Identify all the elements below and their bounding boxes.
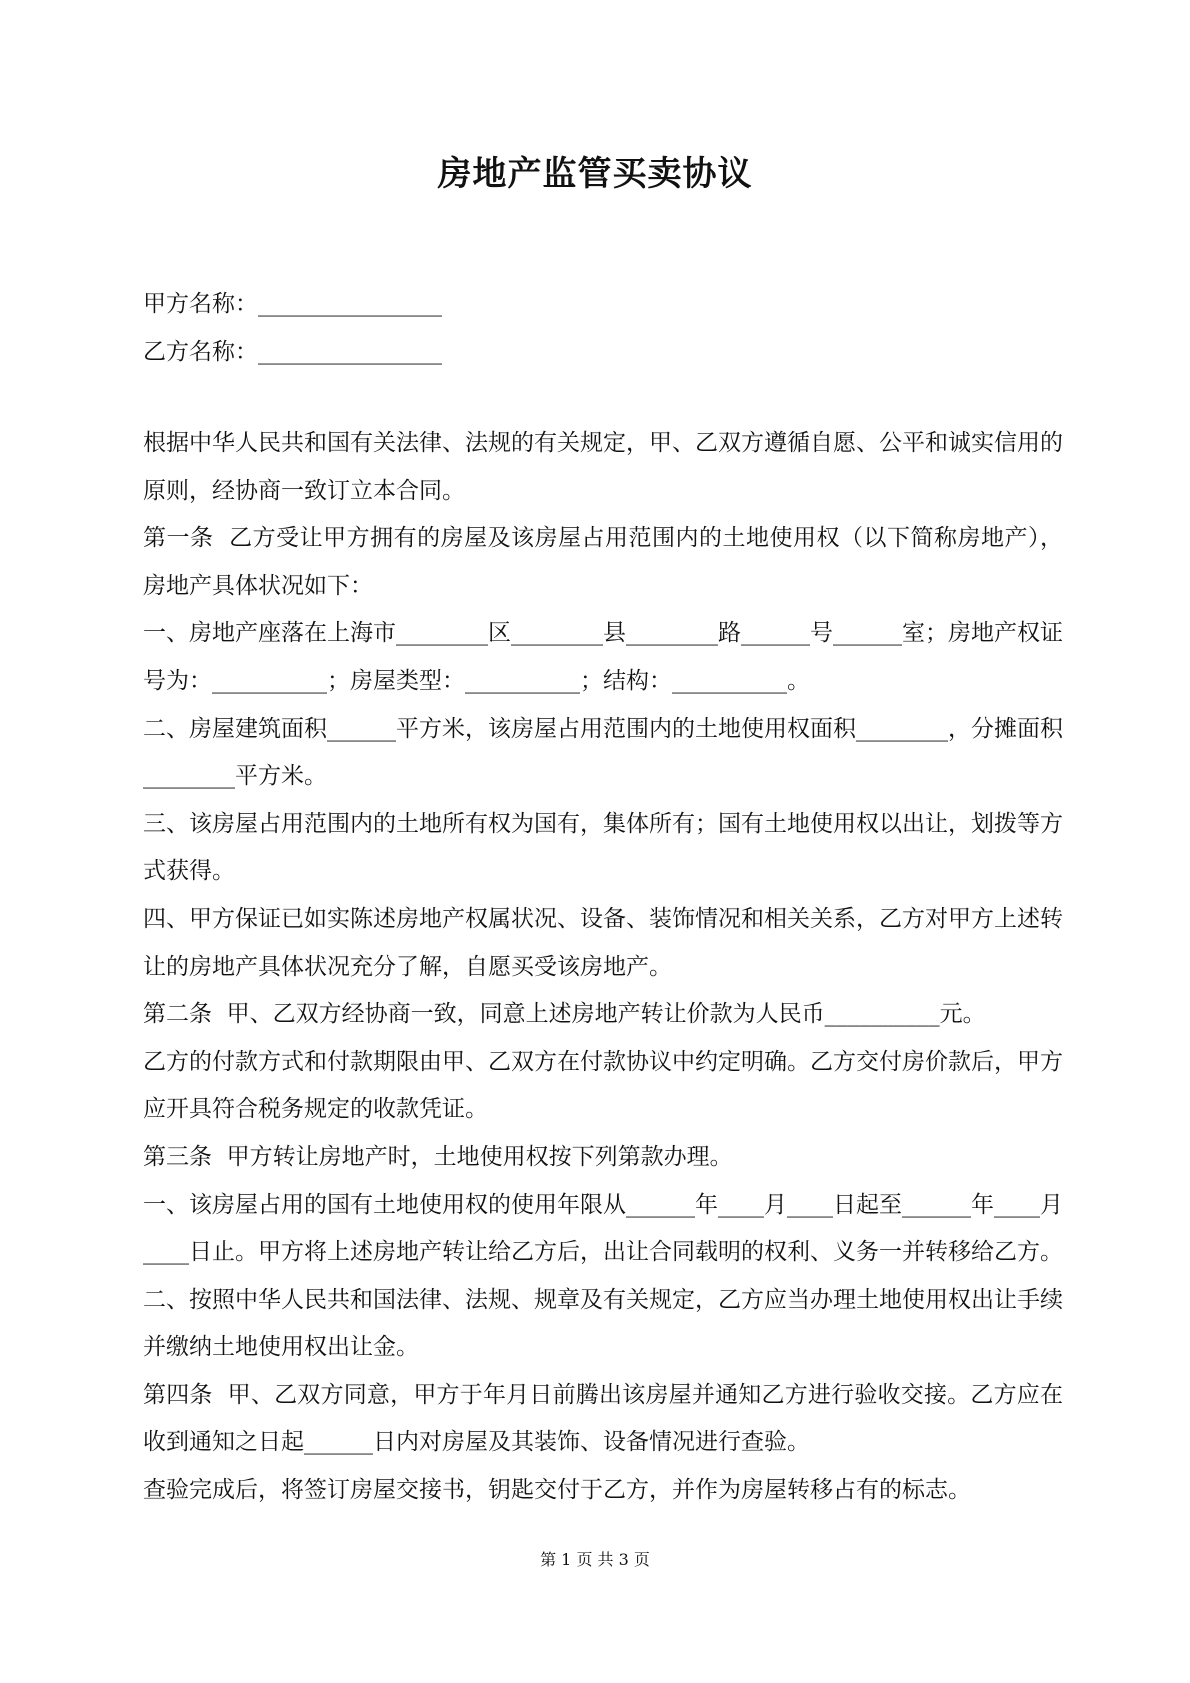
party-a-line: 甲方名称：________________ (143, 291, 442, 317)
contract-body (143, 420, 1063, 1515)
paragraph-article-2: 第二条 甲、乙双方经协商一致，同意上述房地产转让价款为人民币__________元。 (143, 1001, 986, 1028)
paragraph-handover: 查验完成后，将签订房屋交接书，钥匙交付于乙方，并作为房屋转移占有的标志。 (143, 1477, 971, 1504)
paragraph-land-use-term: 一、该房屋占用的国有土地使用权的使用年限从______年____月____日起至______年____月____日止。甲方将上述房地产转让给乙方后，出让合同载明的权利、义务一并转移给乙方。 (143, 1191, 1063, 1266)
paragraph-article-4: 第四条 甲、乙双方同意，甲方于年月日前腾出该房屋并通知乙方进行验收交接。乙方应在收到通知之日起______日内对房屋及其装饰、设备情况进行查验。 (143, 1381, 1063, 1456)
paragraph-land-ownership: 三、该房屋占用范围内的土地所有权为国有，集体所有；国有土地使用权以出让，划拨等方式获得。 (143, 810, 1063, 885)
document-title: 房地产监管买卖协议 (437, 154, 753, 194)
paragraph-preamble: 根据中华人民共和国有关法律、法规的有关规定，甲、乙双方遵循自愿、公平和诚实信用的原则，经协商一致订立本合同。 (143, 430, 1063, 504)
paragraph-property-location: 一、房地产座落在上海市________区________县________路______号______室；房地产权证号为：__________；房屋类型：__________；结构：__________。 (143, 620, 1063, 694)
paragraph-seller-guarantee: 四、甲方保证已如实陈述房地产权属状况、设备、装饰情况和相关关系，乙方对甲方上述转让的房地产具体状况充分了解，自愿买受该房地产。 (143, 905, 1063, 980)
paragraph-property-area: 二、房屋建筑面积______平方米，该房屋占用范围内的土地使用权面积________，分摊面积________平方米。 (143, 715, 1063, 790)
party-list (143, 280, 1063, 376)
paragraph-land-transfer-fee: 二、按照中华人民共和国法律、法规、规章及有关规定，乙方应当办理土地使用权出让手续并缴纳土地使用权出让金。 (143, 1286, 1063, 1361)
page-footer: 第 1 页 共 3 页 (540, 1550, 650, 1569)
paragraph-payment-terms: 乙方的付款方式和付款期限由甲、乙双方在付款协议中约定明确。乙方交付房价款后，甲方应开具符合税务规定的收款凭证。 (143, 1048, 1063, 1123)
paragraph-article-3: 第三条 甲方转让房地产时，土地使用权按下列第款办理。 (143, 1143, 733, 1170)
party-b-line: 乙方名称：________________ (143, 339, 442, 365)
paragraph-article-1: 第一条 乙方受让甲方拥有的房屋及该房屋占用范围内的土地使用权（以下简称房地产），房地产具体状况如下： (143, 525, 1063, 599)
